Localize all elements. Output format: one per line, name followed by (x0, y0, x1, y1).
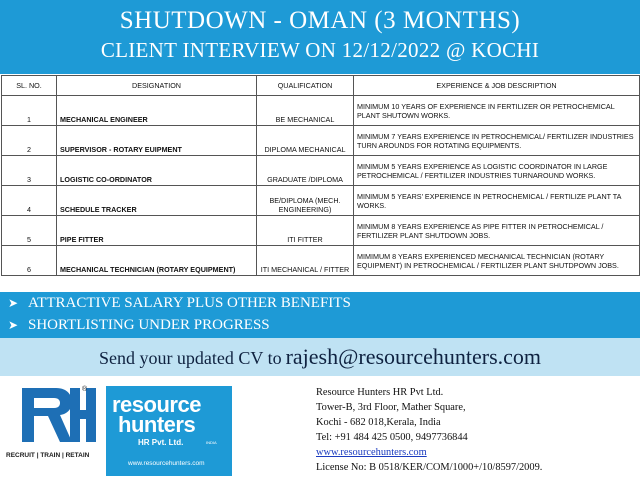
cell-qualification: ITI MECHANICAL / FITTER (257, 246, 354, 276)
logo-tagline: RECRUIT | TRAIN | RETAIN (6, 452, 90, 459)
cell-qualification: GRADUATE /DIPLOMA (257, 156, 354, 186)
column-header-designation: DESIGNATION (57, 76, 257, 96)
benefit-item (0, 292, 640, 314)
company-address-line2: Kochi - 682 018,Kerala, India (316, 417, 441, 428)
header-banner (0, 0, 640, 74)
cell-designation: LOGISTIC CO-ORDINATOR (57, 156, 257, 186)
benefit-text: ATTRACTIVE SALARY PLUS OTHER BENEFITS (28, 294, 351, 311)
cell-sl: 2 (2, 126, 57, 156)
company-license: License No: B 0518/KER/COM/1000+/10/8597/2009. (316, 462, 543, 473)
cell-qualification: BE MECHANICAL (257, 96, 354, 126)
cell-qualification: DIPLOMA MECHANICAL (257, 126, 354, 156)
table-row (2, 246, 640, 276)
brand-logo-box (106, 386, 232, 476)
company-name: Resource Hunters HR Pvt Ltd. (316, 387, 444, 398)
brand-line-resource: resource (112, 392, 201, 417)
cell-sl: 3 (2, 156, 57, 186)
company-phone: Tel: +91 484 425 0500, 9497736844 (316, 432, 468, 443)
cell-sl: 5 (2, 216, 57, 246)
table-row (2, 216, 640, 246)
cell-designation: MECHANICAL TECHNICIAN (ROTARY EQUIPMENT) (57, 246, 257, 276)
company-info (316, 385, 542, 475)
arrow-bullet-icon: ➤ (8, 295, 19, 310)
benefits-banner (0, 292, 640, 338)
table-row (2, 186, 640, 216)
table-row (2, 156, 640, 186)
brand-line-hr: HR Pvt. Ltd. (138, 438, 184, 447)
cell-experience: MINIMUM 5 YEARS' EXPERIENCE IN PETROCHEMICAL / FERTILIZE PLANT TA WORKS. (354, 186, 640, 216)
arrow-bullet-icon: ➤ (8, 317, 19, 332)
cell-sl: 1 (2, 96, 57, 126)
column-header-sl: SL. NO. (2, 76, 57, 96)
brand-line-hunters: hunters (118, 412, 196, 437)
cell-qualification: BE/DIPLOMA (MECH. ENGINEERING) (257, 186, 354, 216)
page-title: SHUTDOWN - OMAN (3 MONTHS) (119, 7, 521, 34)
registered-mark: ® (82, 386, 88, 393)
cell-designation: SUPERVISOR - ROTARY EUIPMENT (57, 126, 257, 156)
column-header-qualification: QUALIFICATION (257, 76, 354, 96)
cell-designation: MECHANICAL ENGINEER (57, 96, 257, 126)
page-subtitle: CLIENT INTERVIEW ON 12/12/2022 @ KOCHI (100, 38, 540, 62)
cell-qualification: ITI FITTER (257, 216, 354, 246)
cv-banner (0, 338, 640, 376)
cell-designation: PIPE FITTER (57, 216, 257, 246)
table-row (2, 126, 640, 156)
cell-experience: MINIMUM 8 YEARS EXPERIENCE AS PIPE FITTER IN PETROCHEMICAL / FERTILIZER PLANT SHUTDOWN JOBS. (354, 216, 640, 246)
cell-experience: MINIMUM 10 YEARS OF EXPERIENCE IN FERTILIZER OR PETROCHEMICAL PLANT SHUTOWN WORKS. (354, 96, 640, 126)
column-header-experience: EXPERIENCE & JOB DESCRIPTION (354, 76, 640, 96)
cell-designation: SCHEDULE TRACKER (57, 186, 257, 216)
jobs-table (1, 75, 640, 276)
table-row (2, 96, 640, 126)
cell-sl: 4 (2, 186, 57, 216)
cell-experience: MIMIMUM 8 YEARS EXPERIENCED MECHANICAL TECHNICIAN (ROTARY EQUIPMENT) IN PETROCHEMICAL / FERTILIZER PLANT SHUTDPOWN JOBS. (354, 246, 640, 276)
table-header-row (2, 76, 640, 96)
company-address-line1: Tower-B, 3rd Floor, Mather Square, (316, 402, 466, 413)
brand-website[interactable]: www.resourcehunters.com (128, 460, 205, 467)
company-website-link[interactable]: www.resourcehunters.com (316, 447, 427, 458)
brand-country: INDIA (206, 440, 217, 445)
rh-logo-icon (16, 386, 100, 444)
cell-experience: MINIMUM 5 YEARS EXPERIENCE AS LOGISTIC COORDINATOR IN LARGE PETROCHEMICAL / FERTILIZER INDUSTRIES TURNAROUND WORKS. (354, 156, 640, 186)
cv-label: Send your updated CV to (98, 348, 282, 368)
cv-email-link[interactable]: rajesh@resourcehunters.com (285, 344, 542, 369)
cell-experience: MINIMUM 7 YEARS EXPERIENCE IN PETROCHEMICAL/ FERTILIZER INDUSTRIES TURN AROUNDS FOR ROTATING EQUIPMENTS. (354, 126, 640, 156)
benefit-text: SHORTLISTING UNDER PROGRESS (28, 316, 270, 333)
benefit-item (0, 314, 640, 336)
cell-sl: 6 (2, 246, 57, 276)
